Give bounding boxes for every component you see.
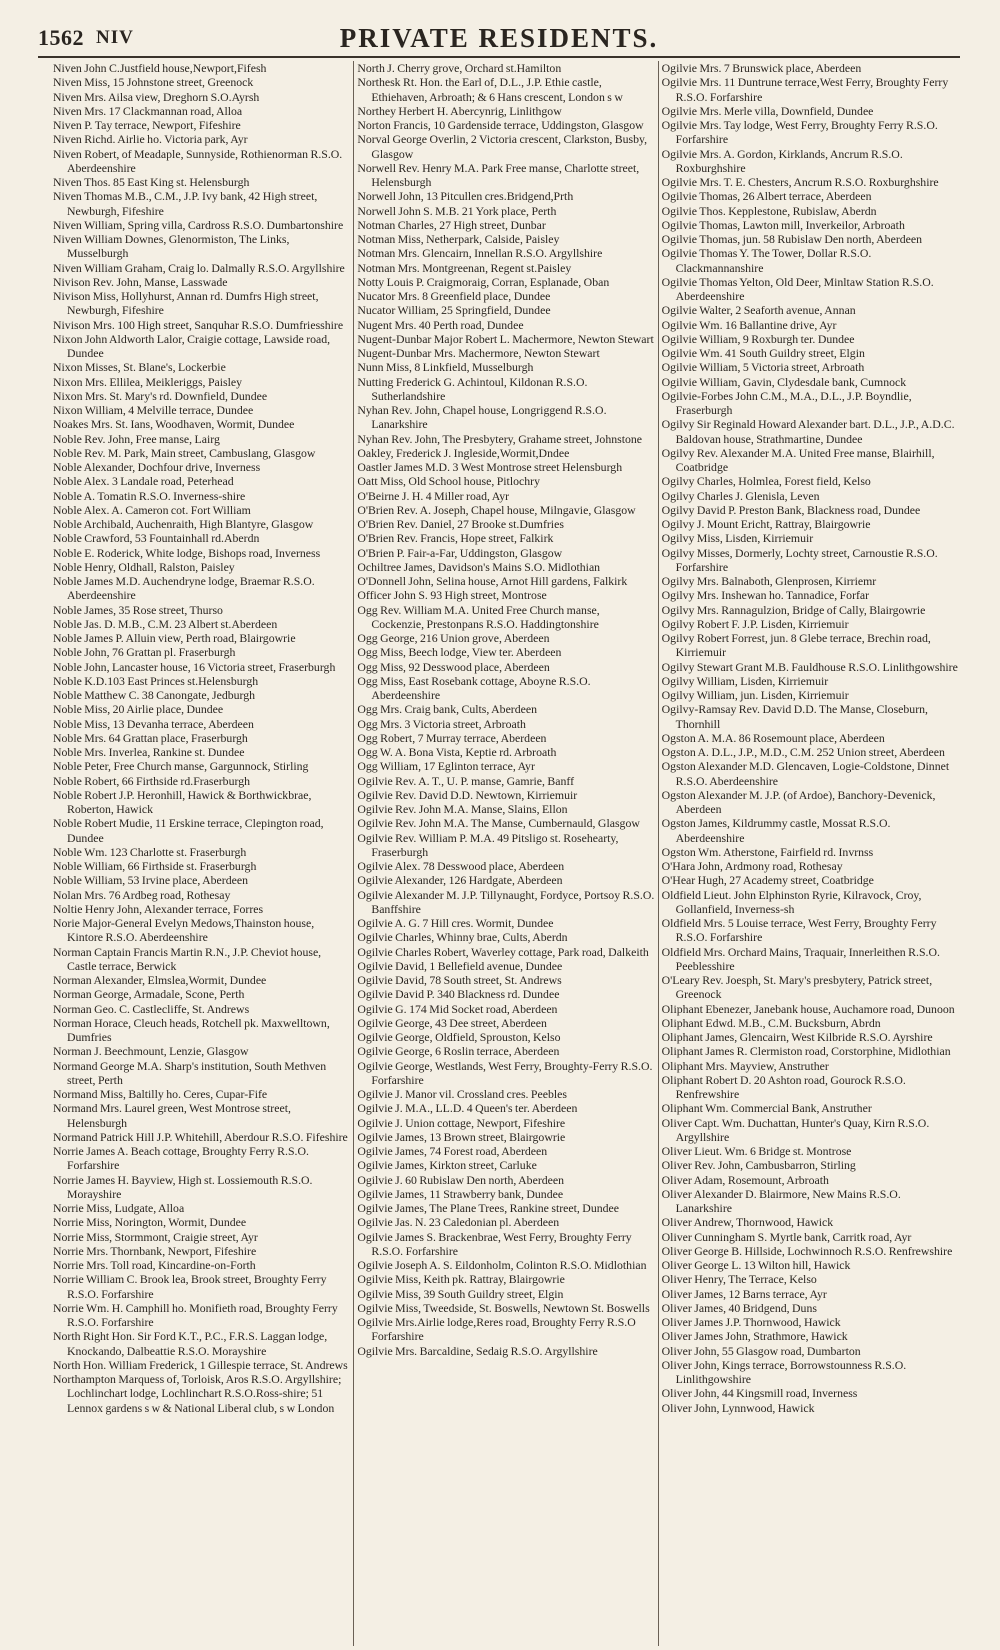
directory-entry: Ogilvie Charles Robert, Waverley cottage, Park road, Dalkeith: [357, 944, 649, 959]
directory-entry: Normand Patrick Hill J.P. Whitehill, Aberdour R.S.O. Fifeshire: [53, 1129, 348, 1144]
page-title: PRIVATE RESIDENTS.: [339, 22, 659, 53]
directory-entry: Norman Captain Francis Martin R.N., J.P. Cheviot house, Castle terrace, Berwick: [53, 944, 322, 973]
directory-entry: Ogilvy J. Mount Ericht, Rattray, Blairgowrie: [661, 517, 871, 531]
directory-entry: Noble K.D.103 East Princes st.Helensburgh: [53, 673, 259, 688]
directory-entry: Nyhan Rev. John, Chapel house, Longriggend R.S.O. Lanarkshire: [357, 403, 607, 432]
directory-entry: Ogilvy David P. Preston Bank, Blackness road, Dundee: [661, 502, 921, 517]
directory-entry: Norrie James A. Beach cottage, Broughty Ferry R.S.O. Forfarshire: [53, 1144, 309, 1173]
directory-entry: Noble Alex. 3 Landale road, Peterhead: [53, 474, 234, 489]
page-number: 1562: [38, 25, 84, 50]
directory-entry: Norrie Wm. H. Camphill ho. Monifieth road, Broughty Ferry R.S.O. Forfarshire: [53, 1300, 338, 1329]
directory-entry: Nivison Mrs. 100 High street, Sanquhar R.S.O. Dumfriesshire: [53, 317, 344, 332]
page-header: [38, 18, 960, 58]
directory-entry: Ogilvie Alexander M. J.P. Tillynaught, Fordyce, Portsoy R.S.O. Banffshire: [357, 887, 655, 916]
directory-entry: Ogilvie George, 43 Dee street, Aberdeen: [357, 1015, 547, 1030]
directory-entry: Ogilvie Thomas Yelton, Old Deer, Minltaw Station R.S.O. Aberdeenshire: [661, 274, 934, 303]
directory-entry: Ogilvie Mrs. 11 Duntrune terrace,West Ferry, Broughty Ferry R.S.O. Forfarshire: [661, 75, 949, 104]
directory-entry: Noble Archibald, Auchenraith, High Blantyre, Glasgow: [53, 517, 314, 531]
directory-entry: Noble Miss, 13 Devanha terrace, Aberdeen: [53, 716, 254, 731]
directory-entry: Oliver James J.P. Thornwood, Hawick: [661, 1315, 841, 1329]
directory-entry: Oakley, Frederick J. Ingleside,Wormit,Dndee: [357, 445, 570, 460]
directory-entry: Niven Richd. Airlie ho. Victoria park, Ayr: [53, 132, 248, 147]
directory-entry: Ogilvie Rev. David D.D. Newtown, Kirriemuir: [357, 787, 578, 802]
directory-entry: Niven William Graham, Craig lo. Dalmally R.S.O. Argyllshire: [53, 260, 345, 275]
directory-entry: Nixon Mrs. St. Mary's rd. Downfield, Dundee: [53, 388, 268, 403]
directory-entry: Ogg Miss, 92 Desswood place, Aberdeen: [357, 659, 550, 674]
directory-entry: Ogilvy William, jun. Lisden, Kirriemuir: [661, 688, 849, 702]
directory-entry: O'Brien P. Fair-a-Far, Uddingston, Glasgow: [357, 545, 563, 560]
directory-entry: Ogg Mrs. 3 Victoria street, Arbroath: [357, 716, 526, 731]
directory-entry: Ogilvie George, Oldfield, Sprouston, Kelso: [357, 1030, 561, 1044]
directory-entry: Northey Herbert H. Abercynrig, Linlithgow: [357, 103, 562, 118]
directory-entry: Notman Miss, Netherpark, Calside, Paisley: [357, 232, 560, 246]
directory-entry: Ogston A. M.A. 86 Rosemount place, Aberdeen: [661, 730, 885, 745]
directory-entry: Ogilvie William, Gavin, Clydesdale bank, Cumnock: [661, 374, 907, 389]
directory-entry: Niven Thomas M.B., C.M., J.P. Ivy bank, 42 High street, Newburgh, Fifeshire: [53, 189, 318, 218]
directory-entry: Ogilvy Mrs. Inshewan ho. Tannadice, Forfar: [661, 588, 870, 603]
directory-entry: Noble Henry, Oldhall, Ralston, Paisley: [53, 559, 235, 574]
directory-entry: Ogilvie Jas. N. 23 Caledonian pl. Aberdeen: [357, 1215, 560, 1230]
directory-entry: Oliver Capt. Wm. Duchattan, Hunter's Quay, Kirn R.S.O. Argyllshire: [661, 1115, 930, 1144]
directory-entry: Oldfield Mrs. 5 Louise terrace, West Ferry, Broughty Ferry R.S.O. Forfarshire: [661, 916, 937, 945]
directory-entry: O'Brien Rev. Daniel, 27 Brooke st.Dumfries: [357, 517, 564, 531]
directory-entry: North Hon. William Frederick, 1 Gillespie terrace, St. Andrews: [53, 1357, 348, 1372]
directory-entry: Nivison Miss, Hollyhurst, Annan rd. Dumfrs High street, Newburgh, Fifeshire: [53, 289, 319, 318]
directory-entry: North Right Hon. Sir Ford K.T., P.C., F.R.S. Laggan lodge, Knockando, Dalbeattie R.S.O. Morayshire: [53, 1329, 328, 1358]
directory-entry: Noble William, 53 Irvine place, Aberdeen: [53, 873, 248, 888]
directory-entry: Norrie Miss, Stormmont, Craigie street, Ayr: [53, 1229, 258, 1244]
directory-entry: Noble Wm. 123 Charlotte st. Fraserburgh: [53, 844, 247, 859]
directory-entry: Ogilvie William, 9 Roxburgh ter. Dundee: [661, 331, 855, 346]
directory-entry: Ogilvie Miss, Keith pk. Rattray, Blairgowrie: [357, 1272, 565, 1287]
directory-entry: Noble Robert, 66 Firthside rd.Fraserburgh: [53, 773, 250, 788]
directory-entry: Northampton Marquess of, Torloisk, Aros R.S.O. Argyllshire; Lochlinchart lodge, Lochlinchart R.S.O.Ross-shire; 51 Lennox gardens s w & National Liberal club, s w London: [53, 1372, 342, 1415]
directory-entry: Ogilvie J. Manor vil. Crossland cres. Peebles: [357, 1087, 567, 1101]
directory-entry: Normand Miss, Baltilly ho. Ceres, Cupar-Fife: [53, 1087, 268, 1101]
directory-entry: North J. Cherry grove, Orchard st.Hamilton: [357, 61, 562, 75]
directory-entry: Noble James M.D. Auchendryne lodge, Braemar R.S.O. Aberdeenshire: [53, 574, 315, 603]
directory-entry: Ogg Mrs. Craig bank, Cults, Aberdeen: [357, 702, 537, 717]
directory-entry: Ogilvie Mrs.Airlie lodge,Reres road, Broughty Ferry R.S.O Forfarshire: [357, 1315, 636, 1344]
directory-entry: Oliphant James, Glencairn, West Kilbride R.S.O. Ayrshire: [661, 1030, 933, 1044]
directory-entry: Oliphant Robert D. 20 Ashton road, Gourock R.S.O. Renfrewshire: [661, 1072, 906, 1101]
directory-entry: Nixon John Aldworth Lalor, Craigie cottage, Lawside road, Dundee: [53, 331, 331, 360]
directory-entry: Oastler James M.D. 3 West Montrose street Helensburgh: [357, 460, 623, 474]
directory-entry: Norwell John, 13 Pitcullen cres.Bridgend,Prth: [357, 189, 574, 204]
directory-entry: Ogilvie Mrs. Tay lodge, West Ferry, Broughty Ferry R.S.O. Forfarshire: [661, 118, 938, 147]
directory-entry: Ogilvie David P. 340 Blackness rd. Dundee: [357, 987, 560, 1002]
directory-entry: Notty Louis P. Craigmoraig, Corran, Esplanade, Oban: [357, 274, 610, 289]
directory-entry: Notman Mrs. Glencairn, Innellan R.S.O. Argyllshire: [357, 246, 603, 261]
directory-entry: Ogilvy Robert F. J.P. Lisden, Kirriemuir: [661, 616, 849, 631]
directory-entry: Norrie Mrs. Thornbank, Newport, Fifeshire: [53, 1243, 257, 1258]
directory-entry: Niven Thos. 85 East King st. Helensburgh: [53, 175, 250, 189]
directory-entry: Oliver Henry, The Terrace, Kelso: [661, 1272, 817, 1287]
directory-entry: Norwell John S. M.B. 21 York place, Perth: [357, 203, 557, 218]
directory-entry: Ogilvie James, 11 Strawberry bank, Dundee: [357, 1186, 564, 1201]
directory-entry: Nunn Miss, 8 Linkfield, Musselburgh: [357, 360, 534, 375]
directory-entry: Ogilvy William, Lisden, Kirriemuir: [661, 673, 829, 688]
directory-entry: Ogston Wm. Atherstone, Fairfield rd. Invrnss: [661, 844, 874, 859]
directory-entry: Oldfield Lieut. John Elphinston Ryrie, Kilravock, Croy, Gollanfield, Inverness-sh: [661, 887, 922, 916]
directory-entry: Ogilvy Stewart Grant M.B. Fauldhouse R.S.O. Linlithgowshire: [661, 659, 958, 674]
directory-entry: Ogilvie G. 174 Mid Socket road, Aberdeen: [357, 1001, 558, 1016]
directory-entry: Ogilvy-Ramsay Rev. David D.D. The Manse, Closeburn, Thornhill: [661, 702, 928, 731]
directory-entry: Ogilvy Charles J. Glenisla, Leven: [661, 488, 820, 503]
directory-entry: Ogilvie Rev. A. T., U. P. manse, Gamrie, Banff: [357, 773, 575, 788]
directory-entry: Oliver Alexander D. Blairmore, New Mains R.S.O. Lanarkshire: [661, 1186, 901, 1215]
directory-entry: Ogilvie Thomas, jun. 58 Rubislaw Den north, Aberdeen: [661, 232, 923, 246]
directory-entry: Oatt Miss, Old School house, Pitlochry: [357, 474, 540, 489]
directory-entry: Noble Crawford, 53 Fountainhall rd.Aberdn: [53, 531, 260, 546]
directory-entry: Noble Miss, 20 Airlie place, Dundee: [53, 702, 224, 717]
directory-entry: Ogg W. A. Bona Vista, Keptie rd. Arbroath: [357, 745, 557, 759]
directory-entry: Norman Geo. C. Castlecliffe, St. Andrews: [53, 1001, 250, 1016]
directory-entry: Noble Robert Mudie, 11 Erskine terrace, Clepington road, Dundee: [53, 816, 324, 845]
directory-entry: Noakes Mrs. St. Ians, Woodhaven, Wormit, Dundee: [53, 417, 295, 432]
directory-entry: Ogilvie Mrs. T. E. Chesters, Ancrum R.S.O. Roxburghshire: [661, 175, 939, 189]
directory-entry: Oliver Adam, Rosemount, Arbroath: [661, 1172, 829, 1187]
directory-entry: Norie Major-General Evelyn Medows,Thainston house, Kintore R.S.O. Aberdeenshire: [53, 916, 315, 945]
directory-entry: Ogg Rev. William M.A. United Free Church manse, Cockenzie, Prestonpans R.S.O. Haddingtonshire: [357, 602, 600, 631]
directory-entry: O'Leary Rev. Joesph, St. Mary's presbytery, Patrick street, Greenock: [661, 973, 933, 1002]
directory-entry: O'Hara John, Ardmony road, Rothesay: [661, 859, 843, 873]
directory-entry: Niven Mrs. Ailsa view, Dreghorn S.O.Ayrsh: [53, 89, 260, 104]
directory-entry: Ogilvy Robert Forrest, jun. 8 Glebe terrace, Brechin road, Kirriemuir: [661, 631, 931, 660]
directory-entry: Ogilvie Miss, Tweedside, St. Boswells, Newtown St. Boswells: [357, 1300, 650, 1315]
directory-entry: Noble John, 76 Grattan pl. Fraserburgh: [53, 645, 236, 660]
directory-entry: Noble Rev. John, Free manse, Lairg: [53, 431, 220, 446]
directory-entry: Nixon Misses, St. Blane's, Lockerbie: [53, 360, 226, 375]
directory-entry: Noble Rev. M. Park, Main street, Cambuslang, Glasgow: [53, 445, 316, 460]
directory-entry: Oliphant Ebenezer, Janebank house, Auchamore road, Dunoon: [661, 1001, 955, 1016]
directory-entry: Ogg Robert, 7 Murray terrace, Aberdeen: [357, 730, 547, 745]
directory-entry: Ogilvie J. M.A., LL.D. 4 Queen's ter. Aberdeen: [357, 1101, 578, 1116]
directory-entry: Ogilvie Rev. William P. M.A. 49 Pitsligo st. Rosehearty, Fraserburgh: [357, 830, 619, 859]
directory-entry: Nyhan Rev. John, The Presbytery, Grahame street, Johnstone: [357, 431, 643, 446]
header-key: NIV: [96, 27, 134, 48]
directory-entry: O'Brien Rev. Francis, Hope street, Falkirk: [357, 531, 554, 546]
directory-entry: Ogilvie Wm. 16 Ballantine drive, Ayr: [661, 317, 837, 332]
directory-entry: Noble Alex. A. Cameron cot. Fort William: [53, 502, 251, 517]
directory-entry: Ogilvie Alexander, 126 Hardgate, Aberdeen: [357, 873, 563, 888]
directory-entry: Ogston James, Kildrummy castle, Mossat R.S.O. Aberdeenshire: [661, 816, 891, 845]
directory-entry: Oliver John, Kings terrace, Borrowstounness R.S.O. Linlithgowshire: [661, 1357, 907, 1386]
directory-entry: Norval George Overlin, 2 Victoria crescent, Clarkston, Busby, Glasgow: [357, 132, 648, 161]
directory-entry: Oliver John, Lynnwood, Hawick: [661, 1400, 815, 1415]
directory-entry: Oliphant Wm. Commercial Bank, Anstruther: [661, 1101, 872, 1116]
directory-entry: Oliver George B. Hillside, Lochwinnoch R.S.O. Renfrewshire: [661, 1243, 953, 1258]
directory-entry: Oliver James John, Strathmore, Hawick: [661, 1329, 848, 1344]
directory-entry: Niven William Downes, Glenormiston, The Links, Musselburgh: [53, 232, 290, 261]
directory-entry: Noble E. Roderick, White lodge, Bishops road, Inverness: [53, 545, 321, 560]
directory-entry: Noble A. Tomatin R.S.O. Inverness-shire: [53, 488, 246, 503]
directory-entry: Ogilvie James, Kirkton street, Carluke: [357, 1158, 537, 1173]
directory-entry: Normand Mrs. Laurel green, West Montrose street, Helensburgh: [53, 1101, 291, 1130]
directory-entry: Ogilvy Miss, Lisden, Kirriemuir: [661, 531, 814, 546]
directory-entry: Niven John C.Justfield house,Newport,Fifesh: [53, 61, 267, 75]
directory-entry: Ogston Alexander M. J.P. (of Ardoe), Banchory-Devenick, Aberdeen: [661, 787, 936, 816]
directory-entry: Ochiltree James, Davidson's Mains S.O. Midlothian: [357, 559, 601, 574]
directory-entry: Norman Alexander, Elmslea,Wormit, Dundee: [53, 973, 267, 987]
directory-entry: Oliver John, 44 Kingsmill road, Inverness: [661, 1386, 858, 1401]
directory-entry: Nugent-Dunbar Mrs. Machermore, Newton Stewart: [357, 346, 600, 360]
entry-columns: [50, 61, 962, 1646]
directory-entry: Notman Mrs. Montgreenan, Regent st.Paisley: [357, 260, 572, 275]
directory-entry: Noble Matthew C. 38 Canongate, Jedburgh: [53, 688, 256, 702]
directory-entry: O'Hear Hugh, 27 Academy street, Coatbridge: [661, 873, 874, 888]
directory-entry: Norman Horace, Cleuch heads, Rotchell pk. Maxwelltown, Dumfries: [53, 1015, 330, 1044]
header-rule: [38, 56, 960, 58]
directory-entry: Notman Charles, 27 High street, Dunbar: [357, 217, 546, 232]
directory-entry: Ogston Alexander M.D. Glencaven, Logie-Coldstone, Dinnet R.S.O. Aberdeenshire: [661, 759, 950, 788]
directory-entry: Niven P. Tay terrace, Newport, Fifeshire: [53, 118, 241, 132]
directory-entry: Noble Mrs. 64 Grattan place, Fraserburgh: [53, 730, 248, 745]
directory-entry: Nugent-Dunbar Major Robert L. Machermore, Newton Stewart: [357, 331, 654, 346]
directory-entry: Noble Robert J.P. Heronhill, Hawick & Borthwickbrae, Roberton, Hawick: [53, 787, 312, 816]
directory-entry: Noble Mrs. Inverlea, Rankine st. Dundee: [53, 745, 245, 759]
directory-entry: Noltie Henry John, Alexander terrace, Forres: [53, 901, 264, 916]
directory-entry: Ogilvie J. Union cottage, Newport, Fifeshire: [357, 1115, 566, 1130]
directory-entry: Ogilvie Thomas Y. The Tower, Dollar R.S.O. Clackmannanshire: [661, 246, 872, 275]
directory-entry: Ogilvy Charles, Holmlea, Forest field, Kelso: [661, 474, 871, 489]
directory-entry: Norwell Rev. Henry M.A. Park Free manse, Charlotte street, Helensburgh: [357, 160, 640, 189]
directory-entry: Ogilvy Rev. Alexander M.A. United Free manse, Blairhill, Coatbridge: [661, 445, 935, 474]
directory-entry: Niven Mrs. 17 Clackmannan road, Alloa: [53, 103, 243, 118]
directory-entry: Norman George, Armadale, Scone, Perth: [53, 987, 245, 1002]
directory-entry: Ogilvie Mrs. Merle villa, Downfield, Dundee: [661, 103, 874, 118]
column-left: [50, 61, 353, 1646]
directory-entry: Ogilvie James, 13 Brown street, Blairgowrie: [357, 1129, 566, 1144]
directory-entry: Noble Jas. D. M.B., C.M. 23 Albert st.Aberdeen: [53, 616, 278, 631]
directory-entry: Normand George M.A. Sharp's institution, South Methven street, Perth: [53, 1058, 327, 1087]
directory-entry: Norman J. Beechmount, Lenzie, Glasgow: [53, 1044, 249, 1059]
directory-entry: Ogilvie Charles, Whinny brae, Cults, Aberdn: [357, 930, 568, 945]
directory-entry: Ogilvy Sir Reginald Howard Alexander bart. D.L., J.P., A.D.C. Baldovan house, Strathmartine, Dundee: [661, 417, 955, 446]
directory-entry: Nutting Frederick G. Achintoul, Kildonan R.S.O. Sutherlandshire: [357, 374, 588, 403]
directory-entry: Ogston A. D.L., J.P., M.D., C.M. 252 Union street, Aberdeen: [661, 745, 945, 759]
directory-entry: Noble James P. Alluin view, Perth road, Blairgowrie: [53, 631, 296, 645]
directory-entry: Norton Francis, 10 Gardenside terrace, Uddingston, Glasgow: [357, 118, 644, 132]
column-middle: [353, 61, 657, 1646]
directory-entry: Niven Robert, of Meadaple, Sunnyside, Rothienorman R.S.O. Aberdeenshire: [53, 146, 343, 175]
directory-entry: Ogilvie James S. Brackenbrae, West Ferry, Broughty Ferry R.S.O. Forfarshire: [357, 1229, 632, 1258]
directory-entry: Officer John S. 93 High street, Montrose: [357, 588, 547, 603]
directory-entry: O'Brien Rev. A. Joseph, Chapel house, Milngavie, Glasgow: [357, 502, 636, 517]
directory-entry: Ogilvy Misses, Dormerly, Lochty street, Carnoustie R.S.O. Forfarshire: [661, 545, 938, 574]
directory-entry: Ogg George, 216 Union grove, Aberdeen: [357, 631, 550, 645]
directory-entry: Ogg William, 17 Eglinton terrace, Ayr: [357, 759, 535, 774]
directory-entry: Noble Alexander, Dochfour drive, Inverness: [53, 460, 261, 474]
directory-entry: Norrie William C. Brook lea, Brook street, Broughty Ferry R.S.O. Forfarshire: [53, 1272, 327, 1301]
directory-entry: O'Beirne J. H. 4 Miller road, Ayr: [357, 488, 510, 503]
directory-entry: Oliver John, 55 Glasgow road, Dumbarton: [661, 1343, 861, 1358]
directory-entry: Noble James, 35 Rose street, Thurso: [53, 602, 223, 617]
directory-entry: Ogilvie Mrs. Barcaldine, Sedaig R.S.O. Argyllshire: [357, 1343, 598, 1358]
directory-entry: O'Donnell John, Selina house, Arnot Hill gardens, Falkirk: [357, 574, 628, 588]
directory-entry: Ogilvie J. 60 Rubislaw Den north, Aberdeen: [357, 1172, 565, 1187]
directory-entry: Ogilvie Alex. 78 Desswood place, Aberdeen: [357, 859, 565, 873]
directory-entry: Nucator Mrs. 8 Greenfield place, Dundee: [357, 289, 551, 303]
directory-entry: Ogilvie George, 6 Roslin terrace, Aberdeen: [357, 1044, 560, 1059]
directory-entry: Ogilvie Walter, 2 Seaforth avenue, Annan: [661, 303, 856, 318]
directory-entry: Oliphant Edwd. M.B., C.M. Bucksburn, Abrdn: [661, 1015, 881, 1030]
directory-entry: Ogilvie George, Westlands, West Ferry, Broughty-Ferry R.S.O. Forfarshire: [357, 1058, 653, 1087]
directory-entry: Northesk Rt. Hon. the Earl of, D.L., J.P. Ethie castle, Ethiehaven, Arbroath; & 6 Hans crescent, London s w: [357, 75, 623, 104]
directory-entry: Ogilvie Mrs. A. Gordon, Kirklands, Ancrum R.S.O. Roxburghshire: [661, 146, 903, 175]
directory-entry: Ogilvie Rev. John M.A. Manse, Slains, Ellon: [357, 802, 568, 816]
directory-entry: Oliver Rev. John, Cambusbarron, Stirling: [661, 1158, 856, 1173]
directory-entry: Ogg Miss, Beech lodge, View ter. Aberdeen: [357, 645, 562, 660]
directory-entry: Oliver Lieut. Wm. 6 Bridge st. Montrose: [661, 1144, 852, 1158]
directory-entry: Oliver George L. 13 Wilton hill, Hawick: [661, 1258, 851, 1272]
directory-entry: Oliver James, 40 Bridgend, Duns: [661, 1300, 817, 1315]
directory-entry: Ogilvie Wm. 41 South Guildry street, Elgin: [661, 346, 865, 360]
directory-entry: Noble John, Lancaster house, 16 Victoria street, Fraserburgh: [53, 659, 336, 674]
directory-entry: Ogilvie Miss, 39 South Guildry street, Elgin: [357, 1286, 564, 1301]
directory-entry: Ogilvie David, 1 Bellefield avenue, Dundee: [357, 958, 563, 973]
directory-entry: Oliver James, 12 Barns terrace, Ayr: [661, 1286, 827, 1301]
directory-entry: Ogilvie Rev. John M.A. The Manse, Cumbernauld, Glasgow: [357, 816, 640, 831]
directory-entry: Noble Peter, Free Church manse, Gargunnock, Stirling: [53, 759, 309, 774]
directory-entry: Ogg Miss, East Rosebank cottage, Aboyne R.S.O. Aberdeenshire: [357, 673, 591, 702]
directory-entry: Nixon Mrs. Ellilea, Meikleriggs, Paisley: [53, 374, 243, 389]
directory-entry: Norrie Miss, Norington, Wormit, Dundee: [53, 1215, 247, 1230]
directory-entry: Oldfield Mrs. Orchard Mains, Traquair, Innerleithen R.S.O. Peeblesshire: [661, 944, 940, 973]
directory-entry: Ogilvie James, 74 Forest road, Aberdeen: [357, 1144, 548, 1158]
directory-entry: Nixon William, 4 Melville terrace, Dundee: [53, 403, 254, 417]
directory-entry: Oliphant Mrs. Mayview, Anstruther: [661, 1058, 829, 1073]
directory-entry: Ogilvie William, 5 Victoria street, Arbroath: [661, 360, 865, 375]
directory-entry: Ogilvie Joseph A. S. Eildonholm, Colinton R.S.O. Midlothian: [357, 1258, 647, 1272]
directory-entry: Ogilvie A. G. 7 Hill cres. Wormit, Dundee: [357, 916, 554, 930]
directory-entry: Ogilvie Thomas, 26 Albert terrace, Aberdeen: [661, 189, 872, 204]
directory-entry: Norrie Mrs. Toll road, Kincardine-on-Forth: [53, 1258, 256, 1272]
directory-entry: Oliver Cunningham S. Myrtle bank, Carritk road, Ayr: [661, 1229, 912, 1244]
directory-entry: Niven Miss, 15 Johnstone street, Greenock: [53, 75, 254, 90]
directory-entry: Noble William, 66 Firthside st. Fraserburgh: [53, 859, 257, 873]
directory-entry: Nivison Rev. John, Manse, Lasswade: [53, 274, 228, 289]
directory-entry: Nugent Mrs. 40 Perth road, Dundee: [357, 317, 524, 332]
directory-entry: Oliver Andrew, Thornwood, Hawick: [661, 1215, 834, 1230]
directory-entry: Ogilvie Thos. Kepplestone, Rubislaw, Aberdn: [661, 203, 877, 218]
directory-entry: Ogilvy Mrs. Rannagulzion, Bridge of Cally, Blairgowrie: [661, 602, 926, 617]
directory-entry: Ogilvie David, 78 South street, St. Andrews: [357, 973, 562, 987]
directory-entry: Ogilvy Mrs. Balnaboth, Glenprosen, Kirriemr: [661, 574, 877, 588]
directory-entry: Ogilvie James, The Plane Trees, Rankine street, Dundee: [357, 1201, 619, 1215]
column-right: [658, 61, 962, 1646]
directory-entry: Ogilvie Thomas, Lawton mill, Inverkeilor, Arbroath: [661, 217, 905, 232]
directory-entry: Niven William, Spring villa, Cardross R.S.O. Dumbartonshire: [53, 217, 344, 232]
directory-entry: Oliphant James R. Clermiston road, Corstorphine, Midlothian: [661, 1044, 951, 1059]
directory-entry: Norrie Miss, Ludgate, Alloa: [53, 1201, 185, 1215]
directory-entry: Ogilvie-Forbes John C.M., M.A., D.L., J.P. Boyndlie, Fraserburgh: [661, 388, 912, 417]
directory-entry: Nolan Mrs. 76 Ardbeg road, Rothesay: [53, 887, 231, 902]
directory-entry: Ogilvie Mrs. 7 Brunswick place, Aberdeen: [661, 61, 862, 75]
directory-entry: Norrie James H. Bayview, High st. Lossiemouth R.S.O. Morayshire: [53, 1172, 313, 1201]
directory-entry: Nucator William, 25 Springfield, Dundee: [357, 303, 551, 318]
